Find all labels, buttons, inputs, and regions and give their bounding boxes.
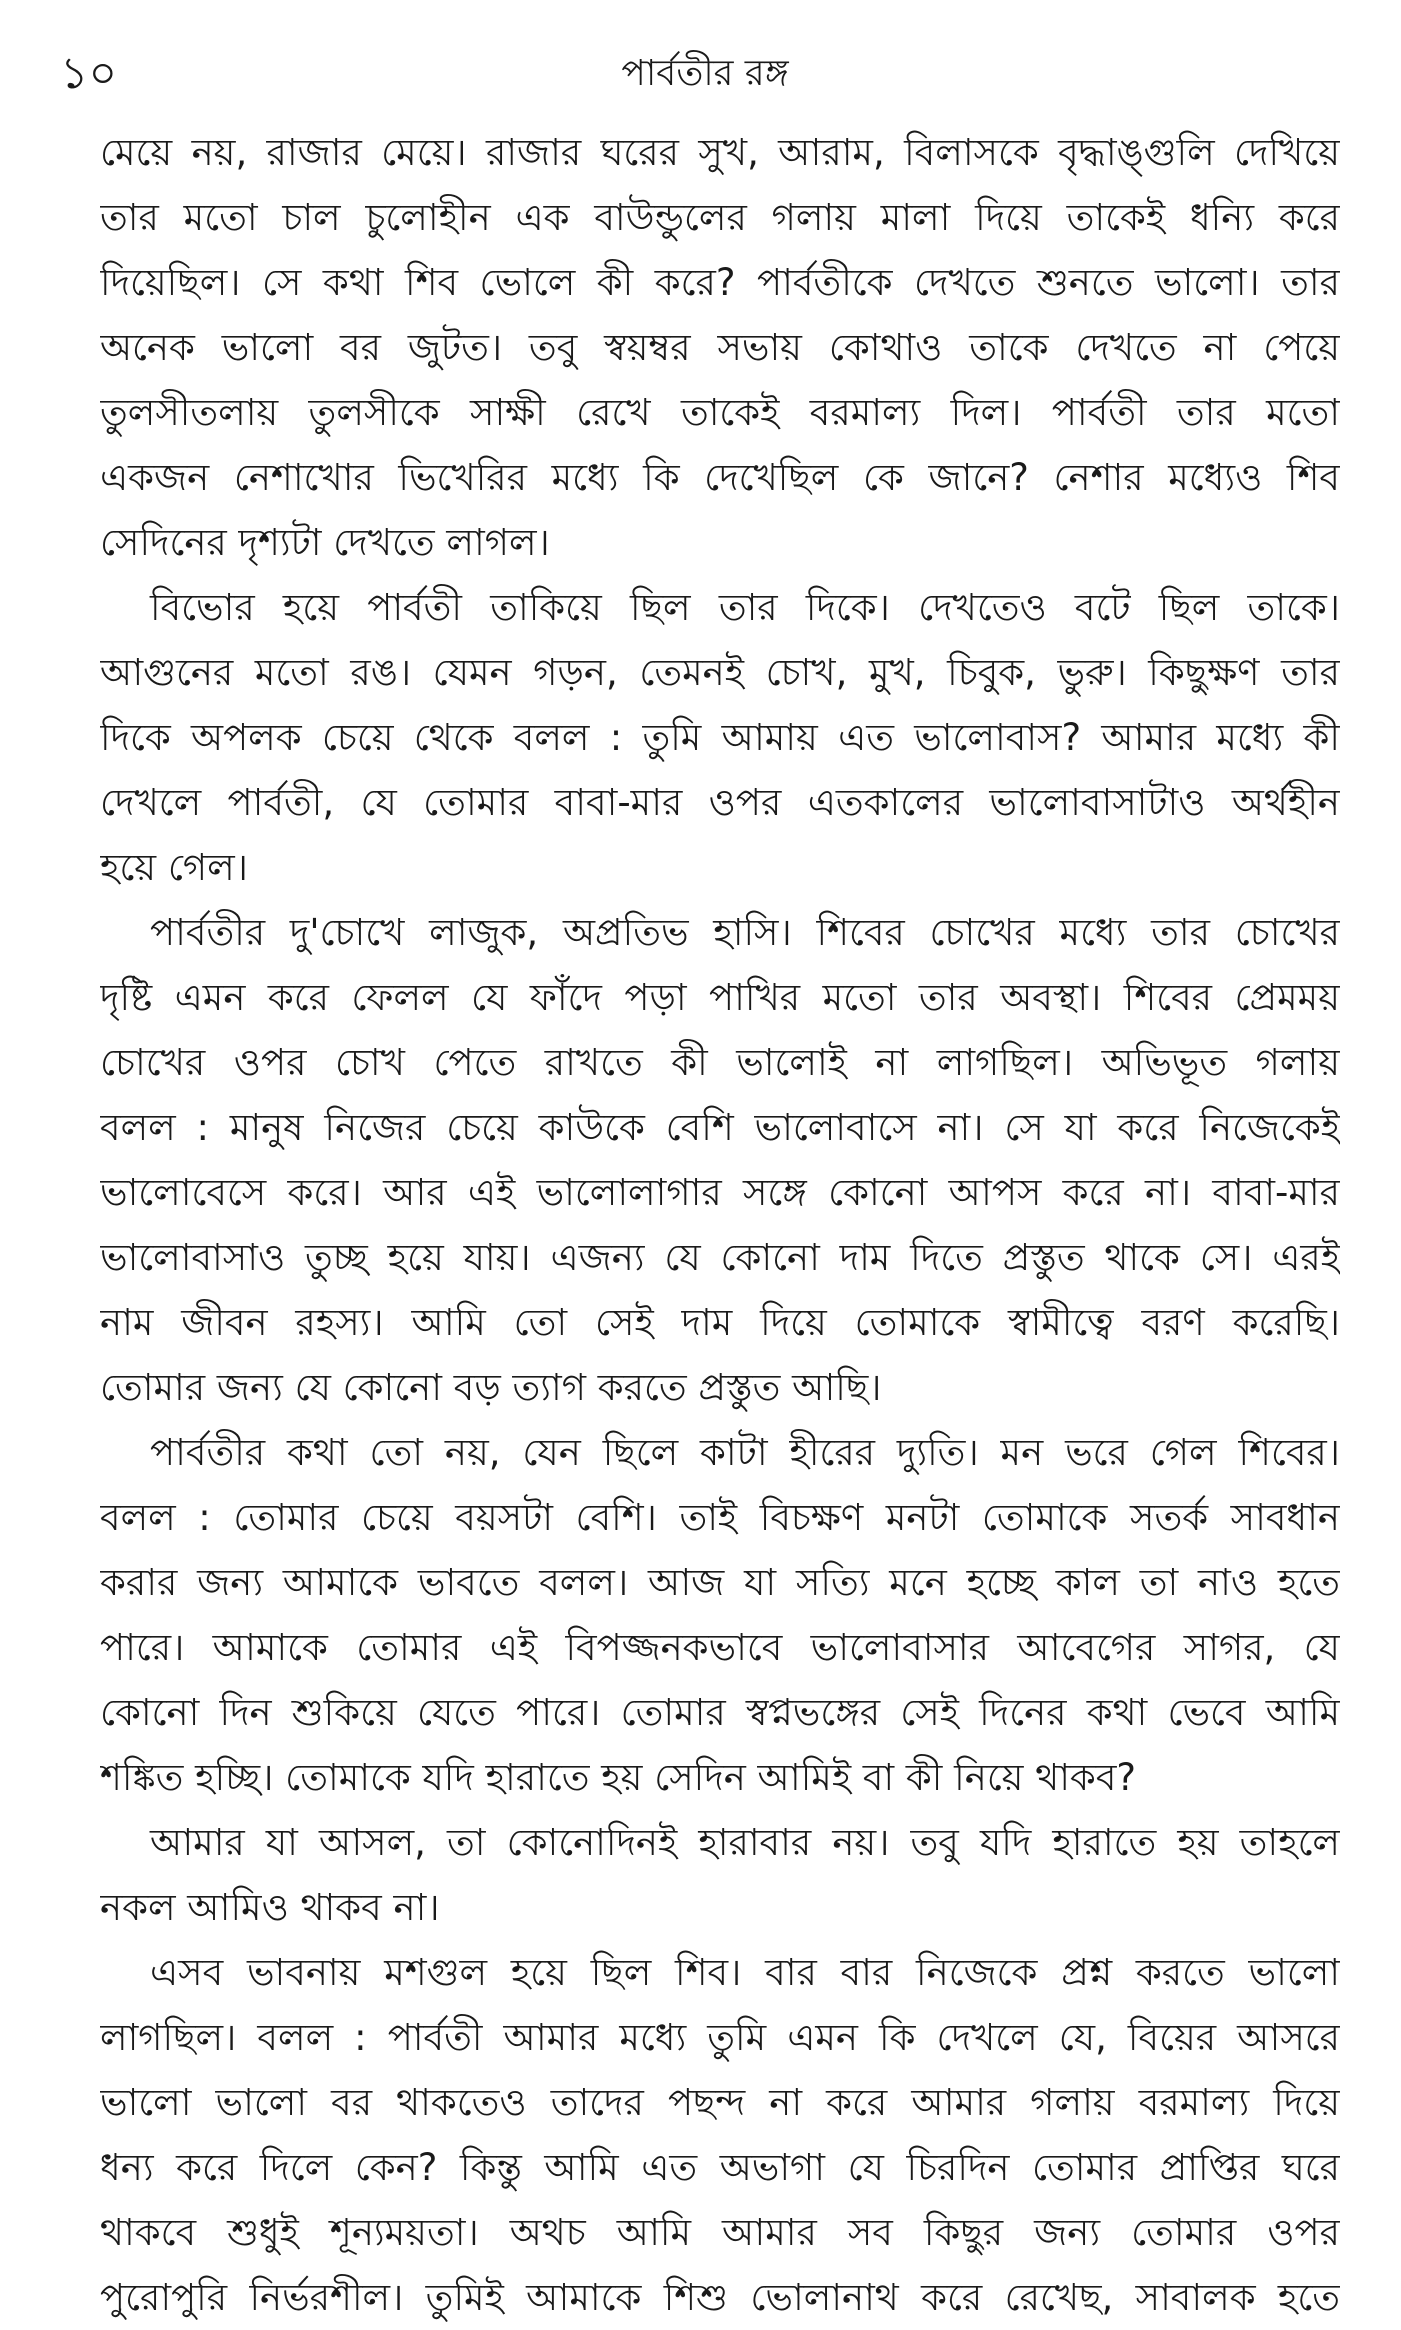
text-line: একজন নেশাখোর ভিখেরির মধ্যে কি দেখেছিল কে জানে? নেশার মধ্যেও শিব — [100, 456, 1340, 499]
text-line: ভালো ভালো বর থাকতেও তাদের পছন্দ না করে আমার গলায় বরমাল্য দিয়ে — [100, 2081, 1340, 2124]
text-line: তুলসীতলায় তুলসীকে সাক্ষী রেখে তাকেই বরমাল্য দিল। পার্বতী তার মতো — [100, 391, 1340, 434]
text-line: তোমার জন্য যে কোনো বড় ত্যাগ করতে প্রস্তুত আছি। — [100, 1366, 882, 1409]
text-line: দেখলে পার্বতী, যে তোমার বাবা-মার ওপর এতকালের ভালোবাসাটাও অর্থহীন — [100, 781, 1340, 824]
paragraph — [100, 1810, 1340, 1940]
body-text — [100, 120, 1340, 2330]
paragraph — [100, 900, 1340, 1420]
text-line: পারে। আমাকে তোমার এই বিপজ্জনকভাবে ভালোবাসার আবেগের সাগর, যে — [100, 1626, 1340, 1669]
text-line: দিয়েছিল। সে কথা শিব ভোলে কী করে? পার্বতীকে দেখতে শুনতে ভালো। তার — [100, 261, 1340, 304]
text-line: দৃষ্টি এমন করে ফেলল যে ফাঁদে পড়া পাখির মতো তার অবস্থা। শিবের প্রেমময় — [100, 976, 1340, 1019]
text-line: নকল আমিও থাকব না। — [100, 1886, 440, 1929]
text-line: বিভোর হয়ে পার্বতী তাকিয়ে ছিল তার দিকে। দেখতেও বটে ছিল তাকে। — [150, 586, 1340, 629]
text-line: করার জন্য আমাকে ভাবতে বলল। আজ যা সত্যি মনে হচ্ছে কাল তা নাও হতে — [100, 1561, 1340, 1604]
text-line: থাকবে শুধুই শূন্যময়তা। অথচ আমি আমার সব কিছুর জন্য তোমার ওপর — [100, 2211, 1340, 2254]
text-line: হয়ে গেল। — [100, 846, 248, 889]
text-line: ভালোবেসে করে। আর এই ভালোলাগার সঙ্গে কোনো আপস করে না। বাবা-মার — [100, 1171, 1340, 1214]
text-line: সেদিনের দৃশ্যটা দেখতে লাগল। — [100, 521, 550, 564]
text-line: আগুনের মতো রঙ। যেমন গড়ন, তেমনই চোখ, মুখ, চিবুক, ভুরু। কিছুক্ষণ তার — [100, 651, 1340, 694]
text-line: পার্বতীর কথা তো নয়, যেন ছিলে কাটা হীরের দ্যুতি। মন ভরে গেল শিবের। — [150, 1431, 1340, 1474]
text-line: দিকে অপলক চেয়ে থেকে বলল : তুমি আমায় এত ভালোবাস? আমার মধ্যে কী — [100, 716, 1340, 759]
text-line: ধন্য করে দিলে কেন? কিন্তু আমি এত অভাগা যে চিরদিন তোমার প্রাপ্তির ঘরে — [100, 2146, 1340, 2189]
paragraph — [100, 575, 1340, 900]
text-line: পুরোপুরি নির্ভরশীল। তুমিই আমাকে শিশু ভোলানাথ করে রেখেছ, সাবালক হতে — [100, 2276, 1340, 2319]
text-line: বলল : মানুষ নিজের চেয়ে কাউকে বেশি ভালোবাসে না। সে যা করে নিজেকেই — [100, 1106, 1340, 1149]
running-head — [60, 44, 1350, 104]
text-line: মেয়ে নয়, রাজার মেয়ে। রাজার ঘরের সুখ, আরাম, বিলাসকে বৃদ্ধাঙ্গুলি দেখিয়ে — [100, 131, 1340, 174]
text-line: লাগছিল। বলল : পার্বতী আমার মধ্যে তুমি এমন কি দেখলে যে, বিয়ের আসরে — [100, 2016, 1340, 2059]
paragraph — [100, 120, 1340, 575]
text-line: কোনো দিন শুকিয়ে যেতে পারে। তোমার স্বপ্নভঙ্গের সেই দিনের কথা ভেবে আমি — [100, 1691, 1340, 1734]
text-line: তার মতো চাল চুলোহীন এক বাউন্ডুলের গলায় মালা দিয়ে তাকেই ধন্যি করে — [100, 196, 1340, 239]
text-line: শঙ্কিত হচ্ছি। তোমাকে যদি হারাতে হয় সেদিন আমিই বা কী নিয়ে থাকব? — [100, 1756, 1137, 1799]
text-line: ভালোবাসাও তুচ্ছ হয়ে যায়। এজন্য যে কোনো দাম দিতে প্রস্তুত থাকে সে। এরই — [100, 1236, 1340, 1279]
text-line: বলল : তোমার চেয়ে বয়সটা বেশি। তাই বিচক্ষণ মনটা তোমাকে সতর্ক সাবধান — [100, 1496, 1340, 1539]
text-line: অনেক ভালো বর জুটত। তবু স্বয়ম্বর সভায় কোথাও তাকে দেখতে না পেয়ে — [100, 326, 1340, 369]
paragraph — [100, 1940, 1340, 2330]
text-line: আমার যা আসল, তা কোনোদিনই হারাবার নয়। তবু যদি হারাতে হয় তাহলে — [150, 1821, 1340, 1864]
running-title: পার্বতীর রঙ্গ — [621, 53, 789, 94]
page-number: ১০ — [60, 48, 118, 99]
text-line: এসব ভাবনায় মশগুল হয়ে ছিল শিব। বার বার নিজেকে প্রশ্ন করতে ভালো — [150, 1951, 1340, 1994]
text-line: পার্বতীর দু'চোখে লাজুক, অপ্রতিভ হাসি। শিবের চোখের মধ্যে তার চোখের — [150, 911, 1340, 954]
paragraph — [100, 1420, 1340, 1810]
text-line: নাম জীবন রহস্য। আমি তো সেই দাম দিয়ে তোমাকে স্বামীত্বে বরণ করেছি। — [100, 1301, 1340, 1344]
text-line: চোখের ওপর চোখ পেতে রাখতে কী ভালোই না লাগছিল। অভিভূত গলায় — [100, 1041, 1340, 1084]
